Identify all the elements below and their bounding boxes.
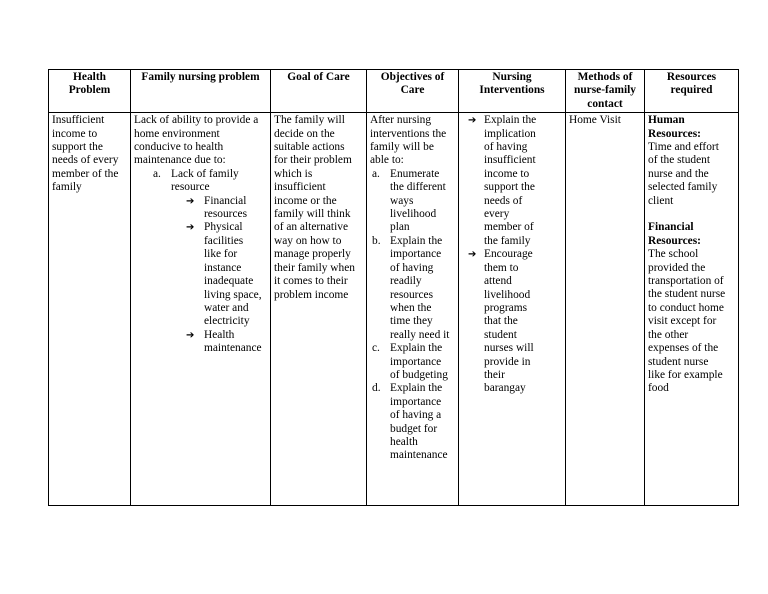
intervention-line: every (484, 208, 510, 221)
intervention-line: programs (484, 301, 528, 314)
family-problem-line: maintenance due to: (134, 154, 226, 167)
financial-resources-line: to conduct home (648, 301, 724, 314)
objective-line: readily (390, 275, 422, 288)
intervention-line: them to (484, 261, 519, 274)
objective-marker: c. (372, 342, 380, 355)
objective-line: of having (390, 261, 434, 274)
intervention-line: nurses will (484, 342, 534, 355)
objective-line: of budgeting (390, 368, 448, 381)
objective-line: of having a (390, 409, 442, 422)
financial-resources-line: expenses of the (648, 342, 719, 355)
objective-line: the different (390, 181, 446, 194)
human-resources-line: of the student (648, 154, 711, 167)
item-line: Lack of family (171, 167, 239, 180)
cell-goal-of-care (271, 113, 367, 506)
objective-line: plan (390, 221, 410, 234)
financial-resources-line: like for example (648, 368, 723, 381)
goal-line: family will think (274, 208, 351, 221)
arrow-bullet-icon: ➔ (186, 195, 195, 207)
bullet-line: water and (204, 301, 249, 314)
objective-line: resources (390, 288, 434, 301)
header-objectives-of-care: Objectives of Care (367, 70, 459, 113)
arrow-bullet-icon: ➔ (468, 115, 477, 127)
goal-line: it comes to their (274, 275, 348, 288)
bullet-line: instance (204, 261, 242, 274)
goal-line: income or the (274, 194, 337, 207)
goal-line: their family when (274, 261, 355, 274)
intervention-line: their (484, 368, 505, 381)
goal-line: for their problem (274, 154, 352, 167)
goal-line: which is (274, 167, 313, 180)
objective-line: importance (390, 355, 442, 368)
health-problem-line: Insufficient (52, 114, 105, 127)
human-resources-line: client (648, 194, 674, 207)
item-line: resource (171, 181, 210, 194)
human-resources-title: Resources: (648, 127, 701, 140)
objective-line: Explain the (390, 342, 443, 355)
intervention-line: provide in (484, 355, 531, 368)
intervention-line: the family (484, 234, 531, 247)
goal-line: way on how to (274, 234, 342, 247)
objective-line: health (390, 435, 418, 448)
health-problem-line: income to (52, 127, 98, 140)
goal-line: decide on the (274, 127, 335, 140)
intervention-line: attend (484, 275, 512, 288)
goal-line: manage properly (274, 248, 351, 261)
financial-resources-line: provided the (648, 261, 706, 274)
financial-resources-line: visit except for (648, 315, 717, 328)
health-problem-line: needs of every (52, 154, 119, 167)
objective-text (390, 382, 448, 462)
family-problem-item (134, 168, 267, 195)
objective-line: interventions the (370, 127, 447, 140)
cell-nursing-interventions (459, 113, 566, 506)
spacer (648, 208, 735, 221)
objective-text (390, 235, 449, 342)
objective-line: importance (390, 395, 442, 408)
bullet-line: resources (204, 208, 248, 221)
health-problem-line: support the (52, 141, 103, 154)
header-resources-required: Resources required (645, 70, 739, 113)
objective-line: time they (390, 315, 433, 328)
bullet-line: Financial (204, 194, 247, 207)
bullet-item (134, 221, 267, 328)
intervention-item (462, 114, 562, 248)
intervention-text (484, 248, 534, 395)
intervention-line: support the (484, 181, 535, 194)
objective-text (390, 168, 446, 235)
cell-methods-of-contact (566, 113, 645, 506)
bullet-line: electricity (204, 315, 250, 328)
objective-marker: d. (372, 382, 381, 395)
financial-resources-title: Resources: (648, 234, 701, 247)
objective-text (390, 342, 448, 382)
header-nursing-interventions: Nursing Interventions (459, 70, 566, 113)
goal-line: suitable actions (274, 141, 345, 154)
objective-line: Explain the (390, 234, 443, 247)
goal-line: of an alternative (274, 221, 349, 234)
bullet-line: inadequate (204, 275, 254, 288)
objective-line: Enumerate (390, 167, 440, 180)
arrow-bullet-icon: ➔ (186, 329, 195, 341)
intervention-line: Encourage (484, 248, 533, 261)
objective-line: Explain the (390, 382, 443, 395)
objective-item (370, 342, 455, 382)
health-problem-line: family (52, 181, 82, 194)
arrow-bullet-icon: ➔ (186, 222, 195, 234)
intervention-line: student (484, 328, 517, 341)
objective-line: maintenance (390, 449, 448, 462)
objective-marker: b. (372, 234, 381, 247)
bullet-text (204, 221, 262, 328)
objective-line: family will be (370, 141, 434, 154)
goal-line: insufficient (274, 181, 326, 194)
human-resources-line: nurse and the (648, 167, 709, 180)
intervention-line: needs of (484, 194, 523, 207)
objective-line: After nursing (370, 114, 432, 127)
financial-resources-line: the student nurse (648, 288, 726, 301)
item-marker: a. (153, 167, 161, 180)
family-problem-line: home environment (134, 127, 220, 140)
objective-item (370, 235, 455, 342)
intervention-line: Explain the (484, 114, 537, 127)
intervention-line: that the (484, 315, 518, 328)
bullet-line: maintenance (204, 342, 262, 355)
objective-item (370, 168, 455, 235)
cell-objectives-of-care (367, 113, 459, 506)
table-row (49, 113, 739, 506)
cell-health-problem (49, 113, 131, 506)
bullet-line: like for (204, 248, 238, 261)
goal-line: The family will (274, 114, 345, 127)
bullet-line: living space, (204, 288, 262, 301)
financial-resources-line: the other (648, 328, 689, 341)
intervention-line: implication (484, 127, 536, 140)
human-resources-line: Time and effort (648, 141, 719, 154)
financial-resources-line: food (648, 382, 669, 395)
objective-item (370, 382, 455, 462)
method-text: Home Visit (569, 114, 621, 127)
header-row (49, 70, 739, 113)
intervention-line: barangay (484, 382, 526, 395)
family-problem-line: conducive to health (134, 141, 224, 154)
intervention-line: insufficient (484, 154, 536, 167)
bullet-item (134, 195, 267, 222)
cell-family-nursing-problem (131, 113, 271, 506)
header-family-nursing-problem: Family nursing problem (131, 70, 271, 113)
financial-resources-line: The school (648, 248, 699, 261)
objective-line: livelihood (390, 208, 437, 221)
bullet-line: Health (204, 328, 235, 341)
objective-line: ways (390, 194, 414, 207)
header-methods-of-contact: Methods of nurse-family contact (566, 70, 645, 113)
objective-line: importance (390, 248, 442, 261)
objective-marker: a. (372, 167, 380, 180)
financial-resources-line: transportation of (648, 275, 724, 288)
header-goal-of-care: Goal of Care (271, 70, 367, 113)
bullet-item (134, 329, 267, 356)
objective-line: able to: (370, 154, 404, 167)
cell-resources-required (645, 113, 739, 506)
item-text (171, 168, 239, 195)
bullet-text (204, 329, 262, 356)
intervention-line: of having (484, 141, 528, 154)
intervention-line: livelihood (484, 288, 531, 301)
human-resources-line: selected family (648, 181, 718, 194)
objective-line: really need it (390, 328, 450, 341)
financial-resources-title: Financial (648, 221, 694, 234)
objective-line: when the (390, 301, 432, 314)
header-health-problem: Health Problem (49, 70, 131, 113)
bullet-line: Physical (204, 221, 243, 234)
bullet-text (204, 195, 247, 222)
intervention-item (462, 248, 562, 395)
goal-line: problem income (274, 288, 349, 301)
bullet-line: facilities (204, 234, 244, 247)
arrow-bullet-icon: ➔ (468, 249, 477, 261)
nursing-care-plan-table (48, 69, 739, 506)
family-problem-line: Lack of ability to provide a (134, 114, 259, 127)
human-resources-title: Human (648, 114, 685, 127)
financial-resources-line: student nurse (648, 355, 709, 368)
objective-line: budget for (390, 422, 438, 435)
intervention-text (484, 114, 536, 248)
health-problem-line: member of the (52, 167, 119, 180)
intervention-line: member of (484, 221, 534, 234)
intervention-line: income to (484, 167, 530, 180)
